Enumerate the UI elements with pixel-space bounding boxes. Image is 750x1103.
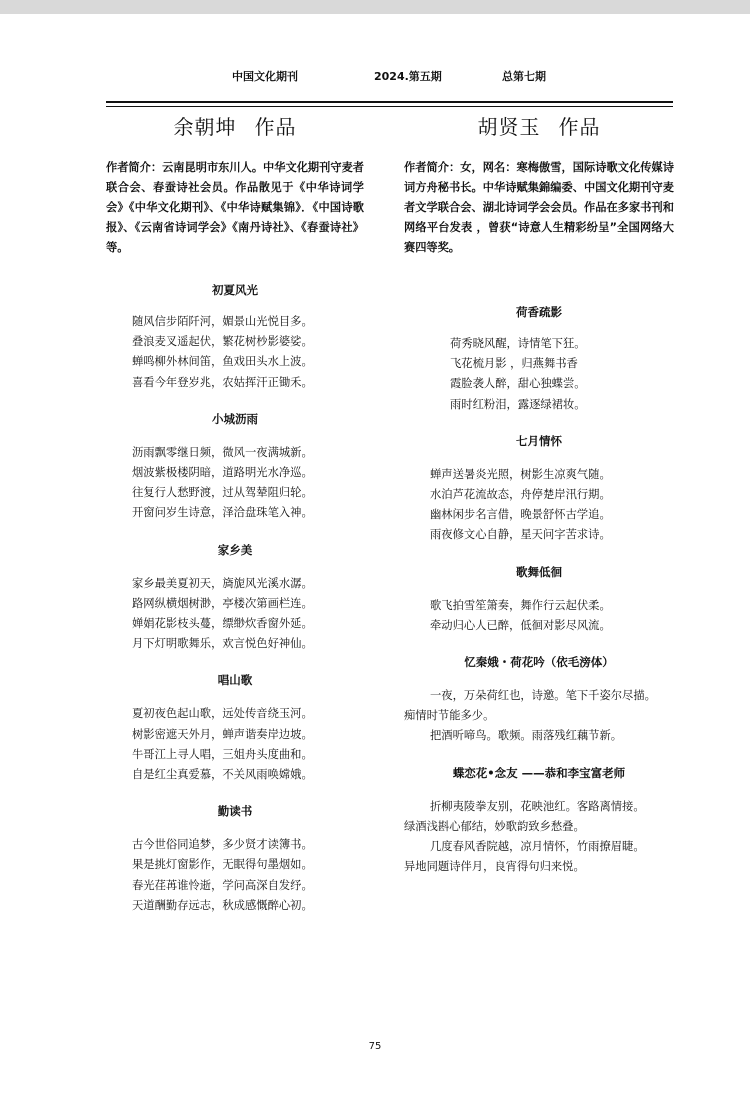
poem-line: 几度春风香院越，凉月情怀，竹雨撩眉睫。 [430,840,645,854]
poem-line: 雨夜修文心自静，星天问字苦求诗。 [430,528,611,542]
poem-line: 春光荏苒谁怜逝，学问高深自发纾。 [132,878,313,892]
total-issue-label: 总第七期 [502,70,546,83]
poem-line: 月下灯明歌舞乐，欢言悦色好神仙。 [132,637,313,651]
author-name: 余朝坤 [173,115,237,139]
right-column [404,112,674,877]
running-header [0,68,750,84]
poem-title: 勤读书 [217,804,253,819]
poem-line: 霞脸袭人醉，甜心独蝶尝。 [450,377,586,391]
poem-line: 荷秀晓风醒，诗情笔下狂。 [450,337,586,350]
poem-line: 幽林闲步名言借，晚景舒怀古学追。 [430,508,611,522]
poem-line: 往复行人愁野渡，过从驾辇阻归轮。 [132,486,313,500]
poem-line: 夏初夜色起山歌，远处传音绕玉河。 [132,707,313,721]
journal-name: 中国文化期刊 [232,70,298,83]
poem-title: 荷香疏影 [516,305,562,319]
poem-line: 绿酒浅斟心郁结，妙歌韵致乡愁叠。 [404,819,585,833]
author-name: 胡贤玉 [477,115,541,139]
poem-line: 折柳夷陵拳友别，花映池红。客路离情接。 [430,799,645,813]
poem-line: 随风信步陌阡河，媚景山光悦目多。 [132,315,313,328]
author-heading-right [404,112,674,142]
poem-line: 家乡最美夏初天，旖旎风光溪水潺。 [132,576,313,590]
poem-line: 果是挑灯窗影作，无眠得句墨烟如。 [132,858,313,872]
poem-line: 牛哥江上寻人唱，三姐舟头度曲和。 [132,747,313,761]
poem-line: 异地同题诗伴月，良宵得句归来悦。 [404,860,585,874]
poem-line: 自是红尘真爱慕，不关风雨唤嫦娥。 [132,768,313,782]
poem-title: 唱山歌 [217,673,253,688]
author-bio: 作者简介：云南昆明市东川人。中华文化期刊守麦者联合会、春蚕诗社会员。作品散见于《中华诗词学会》《中华文化期刊》、《中华诗赋集锦》．《中国诗歌报》、《云南省诗词学会》《南丹诗社》、《春蚕诗社》等。 [106,161,364,254]
poem-line: 婵娟花影枝头蔓，缥缈炊香窗外延。 [132,617,313,631]
poem-line: 沥雨飘零继日频，微风一夜满城新。 [132,445,313,459]
poem-line: 开窗问岁生诗意，泽洽盘珠笔入神。 [132,506,313,520]
poem-line: 水泊芦花流故态，舟停楚岸汛行期。 [430,488,611,502]
header-rule-thick [106,101,673,103]
poem-title: 初夏风光 [212,283,258,297]
header-rule-thin [106,106,673,107]
poem-line: 古今世俗同追梦，多少贤才读簿书。 [132,838,313,852]
author-heading-left [106,112,364,142]
poem-line: 歌飞拍雪笙箫奏，舞作行云起伏柔。 [430,598,611,612]
page-number: 75 [368,1041,382,1052]
poem-title: 蝶恋花•念友 ——恭和李宝富老师 [452,765,626,780]
poem-line: 一夜，万朵荷红也，诗邀。笔下千姿尔尽描。 [430,689,656,703]
poem-line: 路网纵横烟树渺，亭楼次第画栏连。 [132,596,313,610]
poem-line: 喜看今年登岁兆，农姑挥汗正锄禾。 [132,375,313,389]
poem-title: 歌舞低徊 [516,564,562,579]
poem-title: 七月情怀 [516,433,562,448]
poem-line: 牵动归心人已醉，低徊对影尽风流。 [430,618,611,632]
poem-line: 痴情时节能多少。 [404,709,495,723]
author-bio: 作者简介：女，网名：寒梅傲雪，国际诗歌文化传媒诗词方舟秘书长。中华诗赋集錦编委、中国文化期刊守麦者文学联合会、湖北诗词学会会员。作品在多家书刊和网络平台发表 ，曾获“诗意人生精彩纷呈”全国网络大赛四等奖。 [404,161,674,254]
top-margin-bar [0,0,750,14]
poem-line: 把酒听啼鸟。歌频。雨落残红藕节新。 [430,729,623,743]
issue-label: 2024.第五期 [374,70,442,83]
left-column [106,112,364,916]
works-label: 作品 [254,115,297,139]
poem-line: 烟波紫极楼阴暗，道路明光水净巡。 [132,466,313,480]
poem-line: 天道酬勤存远志，秋成感慨醉心初。 [132,898,313,912]
poem-line: 树影密遮天外月，蝉声谐奏岸边坡。 [132,727,313,741]
poem-line: 蝉鸣柳外林间笛，鱼戏田头水上波。 [132,355,313,369]
poem-line: 叠浪麦叉遥起伏，繁花树杪影婆娑。 [132,335,313,349]
poem-line: 蝉声送暑炎光照，树影生凉爽气随。 [430,467,611,481]
poem-line: 飞花梳月影 ，归燕舞书香 [450,357,578,371]
poem-title: 小城沥雨 [212,411,258,426]
poem-title: 忆秦娥・荷花吟（依毛滂体） [464,655,614,670]
works-label: 作品 [558,115,601,139]
poem-title: 家乡美 [217,542,253,557]
poem-line: 雨时红粉泪，露逐绿裙妆。 [450,397,586,411]
